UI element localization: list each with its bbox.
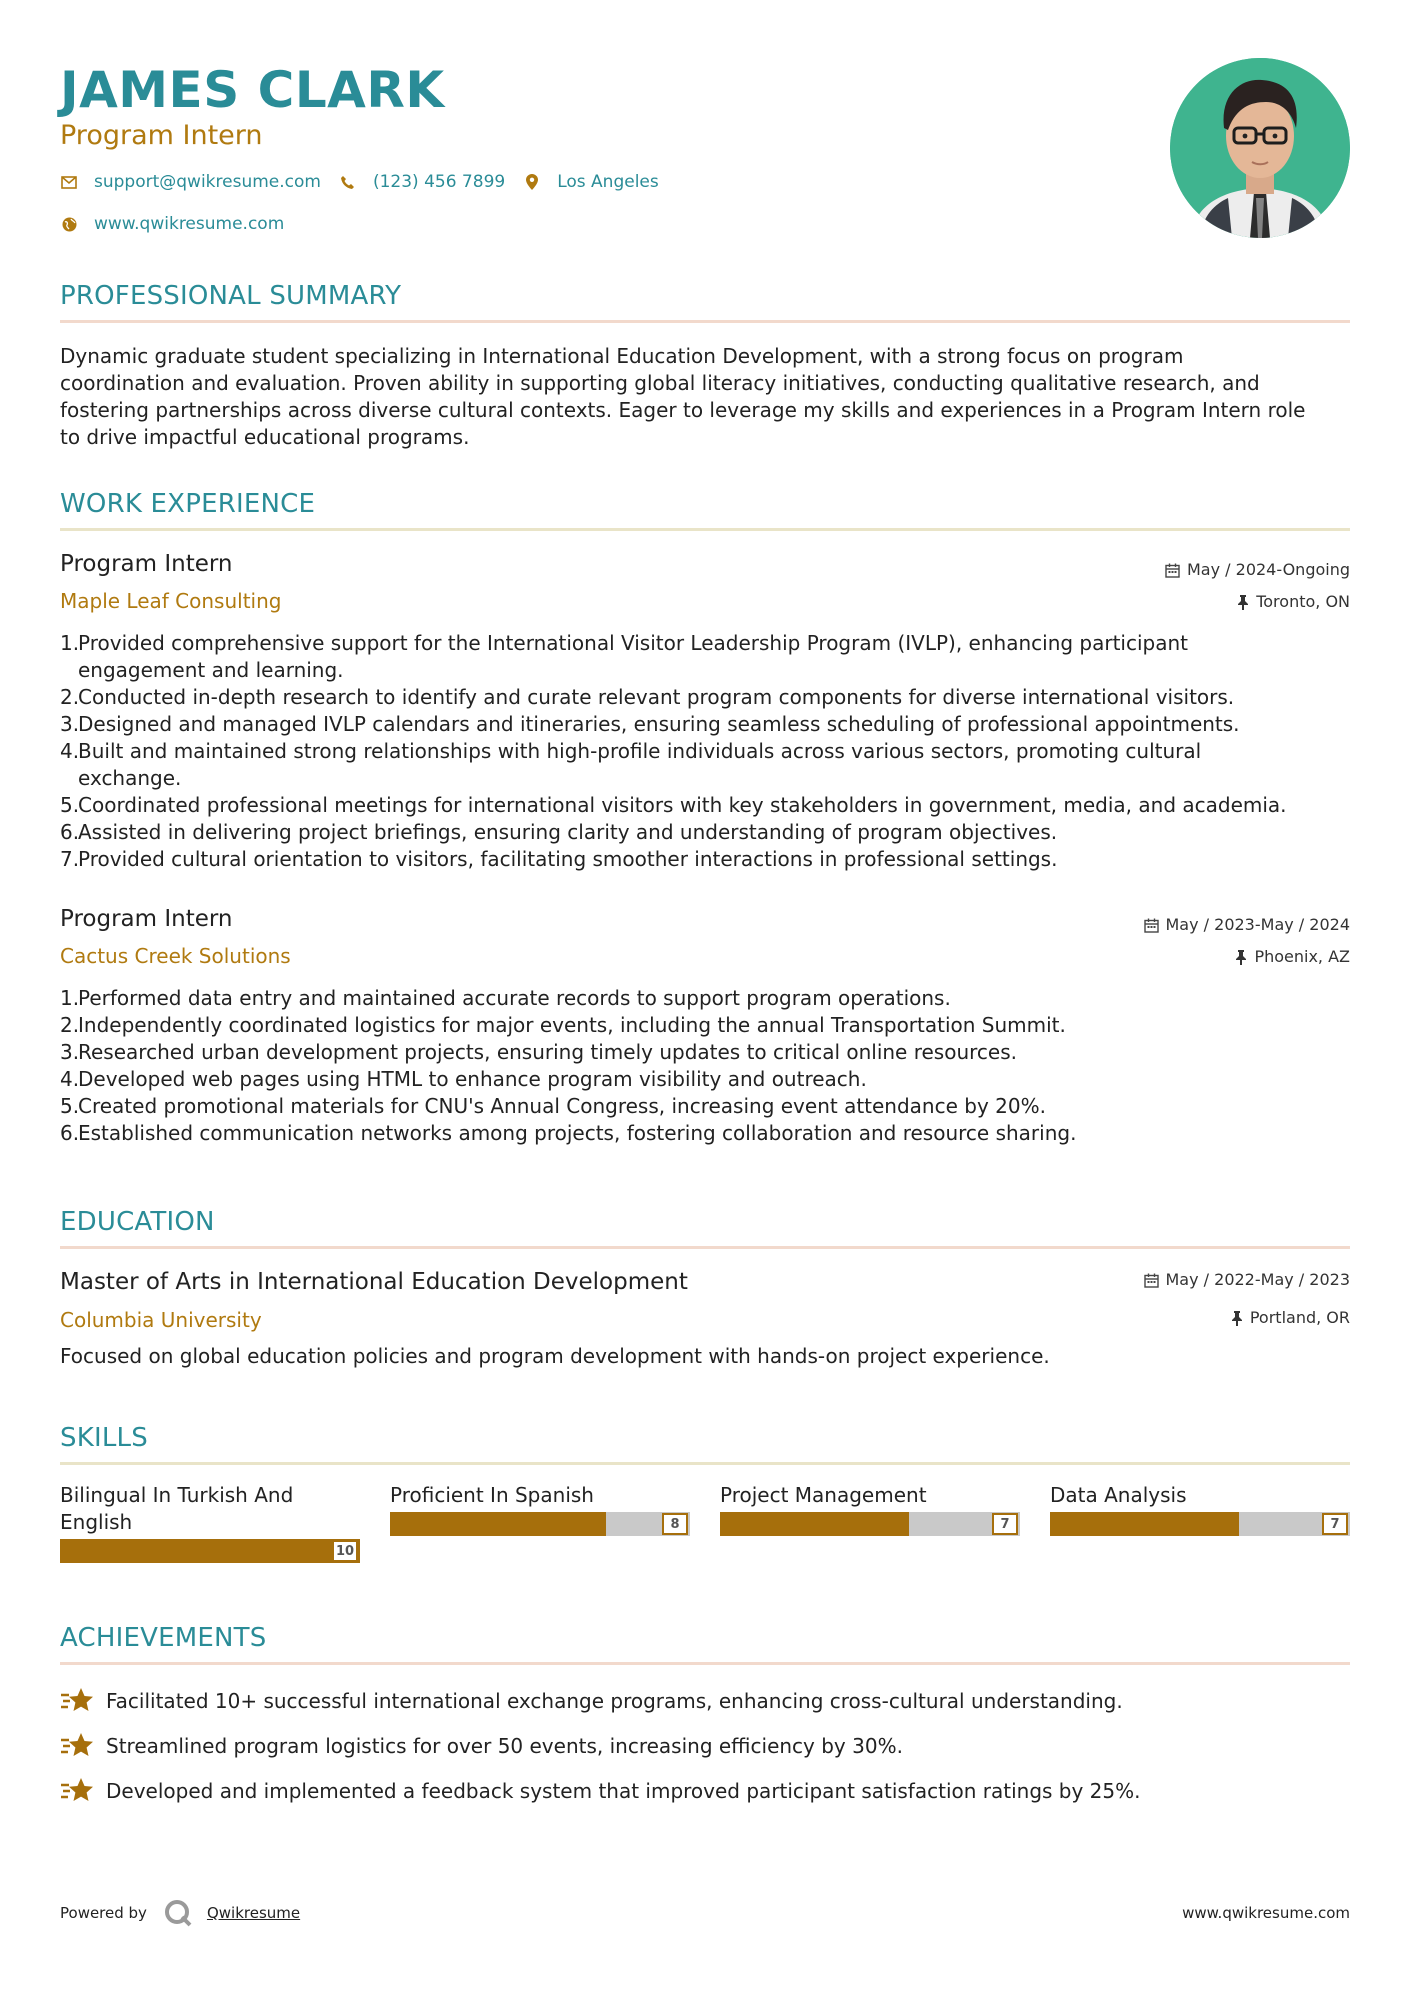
website-item[interactable] [60,214,284,234]
skill-label: Proficient In Spanish [390,1483,594,1507]
summary-heading: PROFESSIONAL SUMMARY [60,281,402,311]
education-dates-text: May / 2022-May / 2023 [1165,1270,1350,1289]
job-location [1235,947,1350,967]
experience-divider [60,528,1350,531]
pushpin-icon [1237,595,1249,610]
email-item[interactable] [60,172,321,192]
summary-line: Dynamic graduate student specializing in International Education Development, with a strong focus on program [60,344,1184,368]
skill-bar [60,1536,360,1566]
education-description: Focused on global education policies and program development with hands-on project experience. [60,1344,1050,1368]
list-item: 2. Conducted in-depth research to identify and curate relevant program components for diverse international visitors. [60,685,1235,709]
skill-item [390,1482,690,1539]
phone-icon [339,173,357,191]
star-award-icon [60,1776,94,1806]
job-location-text: Toronto, ON [1256,592,1350,611]
skill-item [1050,1482,1350,1539]
summary-line: to drive impactful educational programs. [60,425,470,449]
skill-bar-fill [60,1539,360,1563]
list-item: 6. Assisted in delivering project briefings, ensuring clarity and understanding of program objectives. [60,820,1058,844]
education-dates [1144,1270,1351,1290]
skill-bar-fill [720,1512,909,1536]
list-item: 7. Provided cultural orientation to visitors, facilitating smoother interactions in professional settings. [60,847,1058,871]
education-location-text: Portland, OR [1249,1308,1350,1327]
skill-bar [390,1509,690,1539]
achievement-text: Facilitated 10+ successful international exchange programs, enhancing cross-cultural understanding. [106,1689,1123,1713]
skill-bar-fill [1050,1512,1239,1536]
candidate-role: Program Intern [60,120,263,151]
location-text: Los Angeles [557,172,659,192]
skill-score: 8 [662,1513,688,1535]
skill-bar-fill [390,1512,606,1536]
achievement-text: Developed and implemented a feedback system that improved participant satisfaction ratings by 25%. [106,1779,1141,1803]
candidate-name: JAMES CLARK [60,61,445,119]
job-company: Cactus Creek Solutions [60,944,291,968]
experience-heading: WORK EXPERIENCE [60,489,316,519]
skill-item [720,1482,1020,1539]
website-text: www.qwikresume.com [94,214,285,234]
list-item: 2. Independently coordinated logistics for major events, including the annual Transportation Summit. [60,1013,1066,1037]
list-item: 1. Performed data entry and maintained accurate records to support program operations. [60,986,951,1010]
summary-divider [60,320,1350,323]
envelope-icon [60,173,78,191]
pushpin-icon [1231,1311,1243,1326]
job-duties-list [60,985,1350,1147]
education-location [1231,1308,1350,1328]
profile-photo [1170,58,1350,238]
job-company: Maple Leaf Consulting [60,589,282,613]
achievement-item [60,1686,1123,1716]
job-dates [1144,915,1351,935]
location-item [523,172,659,192]
list-item: 6. Established communication networks among projects, fostering collaboration and resource sharing. [60,1121,1077,1145]
summary-text [60,343,1350,451]
skills-heading: SKILLS [60,1423,148,1453]
powered-by-text: Powered by [60,1904,147,1922]
education-divider [60,1246,1350,1249]
list-item: 4. Built and maintained strong relationships with high-profile individuals across various sectors, promoting cultural exchange. [60,739,1202,790]
summary-line: coordination and evaluation. Proven ability in supporting global literacy initiatives, conducting qualitative research, and [60,371,1260,395]
achievement-item [60,1776,1141,1806]
skills-divider [60,1462,1350,1465]
list-item: 3. Researched urban development projects, ensuring timely updates to critical online resources. [60,1040,1018,1064]
resume-page [60,0,1350,1990]
school-name: Columbia University [60,1308,262,1332]
skill-score: 7 [1322,1513,1348,1535]
skill-score: 7 [992,1513,1018,1535]
job-dates-text: May / 2024-Ongoing [1187,560,1350,579]
list-item: 1. Provided comprehensive support for the International Visitor Leadership Program (IVLP), enhancing participant engagement and learning. [60,631,1189,682]
calendar-icon [1144,1273,1159,1288]
qwikresume-logo-icon [163,1898,193,1928]
footer-site[interactable]: www.qwikresume.com [1182,1904,1350,1922]
phone-text: (123) 456 7899 [372,172,506,192]
calendar-icon [1144,918,1159,933]
qwikresume-link[interactable]: Qwikresume [206,1904,301,1922]
job-title: Program Intern [60,906,233,932]
job-duties-list [60,630,1350,873]
job-location [1237,592,1350,612]
list-item: 4. Developed web pages using HTML to enhance program visibility and outreach. [60,1067,867,1091]
star-award-icon [60,1731,94,1761]
achievements-divider [60,1662,1350,1665]
pushpin-icon [1235,950,1247,965]
degree-title: Master of Arts in International Education Development [60,1269,688,1295]
list-item: 5. Coordinated professional meetings for international visitors with key stakeholders in government, media, and academia. [60,793,1287,817]
achievements-heading: ACHIEVEMENTS [60,1623,267,1653]
education-heading: EDUCATION [60,1207,215,1237]
job-dates [1165,560,1350,580]
achievement-item [60,1731,903,1761]
skill-bar [1050,1509,1350,1539]
skill-score: 10 [332,1540,358,1562]
job-title: Program Intern [60,551,233,577]
skill-label: Project Management [720,1483,927,1507]
star-award-icon [60,1686,94,1716]
footer-powered-by [60,1898,300,1928]
skill-label: Bilingual In Turkish And English [60,1483,294,1534]
globe-icon [60,215,78,233]
job-dates-text: May / 2023-May / 2024 [1165,915,1350,934]
skill-item [60,1482,360,1566]
list-item: 3. Designed and managed IVLP calendars and itineraries, ensuring seamless scheduling of professional appointments. [60,712,1240,736]
job-location-text: Phoenix, AZ [1254,947,1350,966]
summary-line: fostering partnerships across diverse cultural contexts. Eager to leverage my skills and experiences in a Program Intern role [60,398,1306,422]
map-pin-icon [523,173,541,191]
phone-item[interactable] [339,172,505,192]
list-item: 5. Created promotional materials for CNU's Annual Congress, increasing event attendance by 20%. [60,1094,1046,1118]
email-text: support@qwikresume.com [94,172,321,192]
achievement-text: Streamlined program logistics for over 50 events, increasing efficiency by 30%. [106,1734,903,1758]
calendar-icon [1165,563,1180,578]
skill-bar [720,1509,1020,1539]
website-row [60,214,302,234]
skill-label: Data Analysis [1050,1483,1187,1507]
contact-row [60,172,677,192]
